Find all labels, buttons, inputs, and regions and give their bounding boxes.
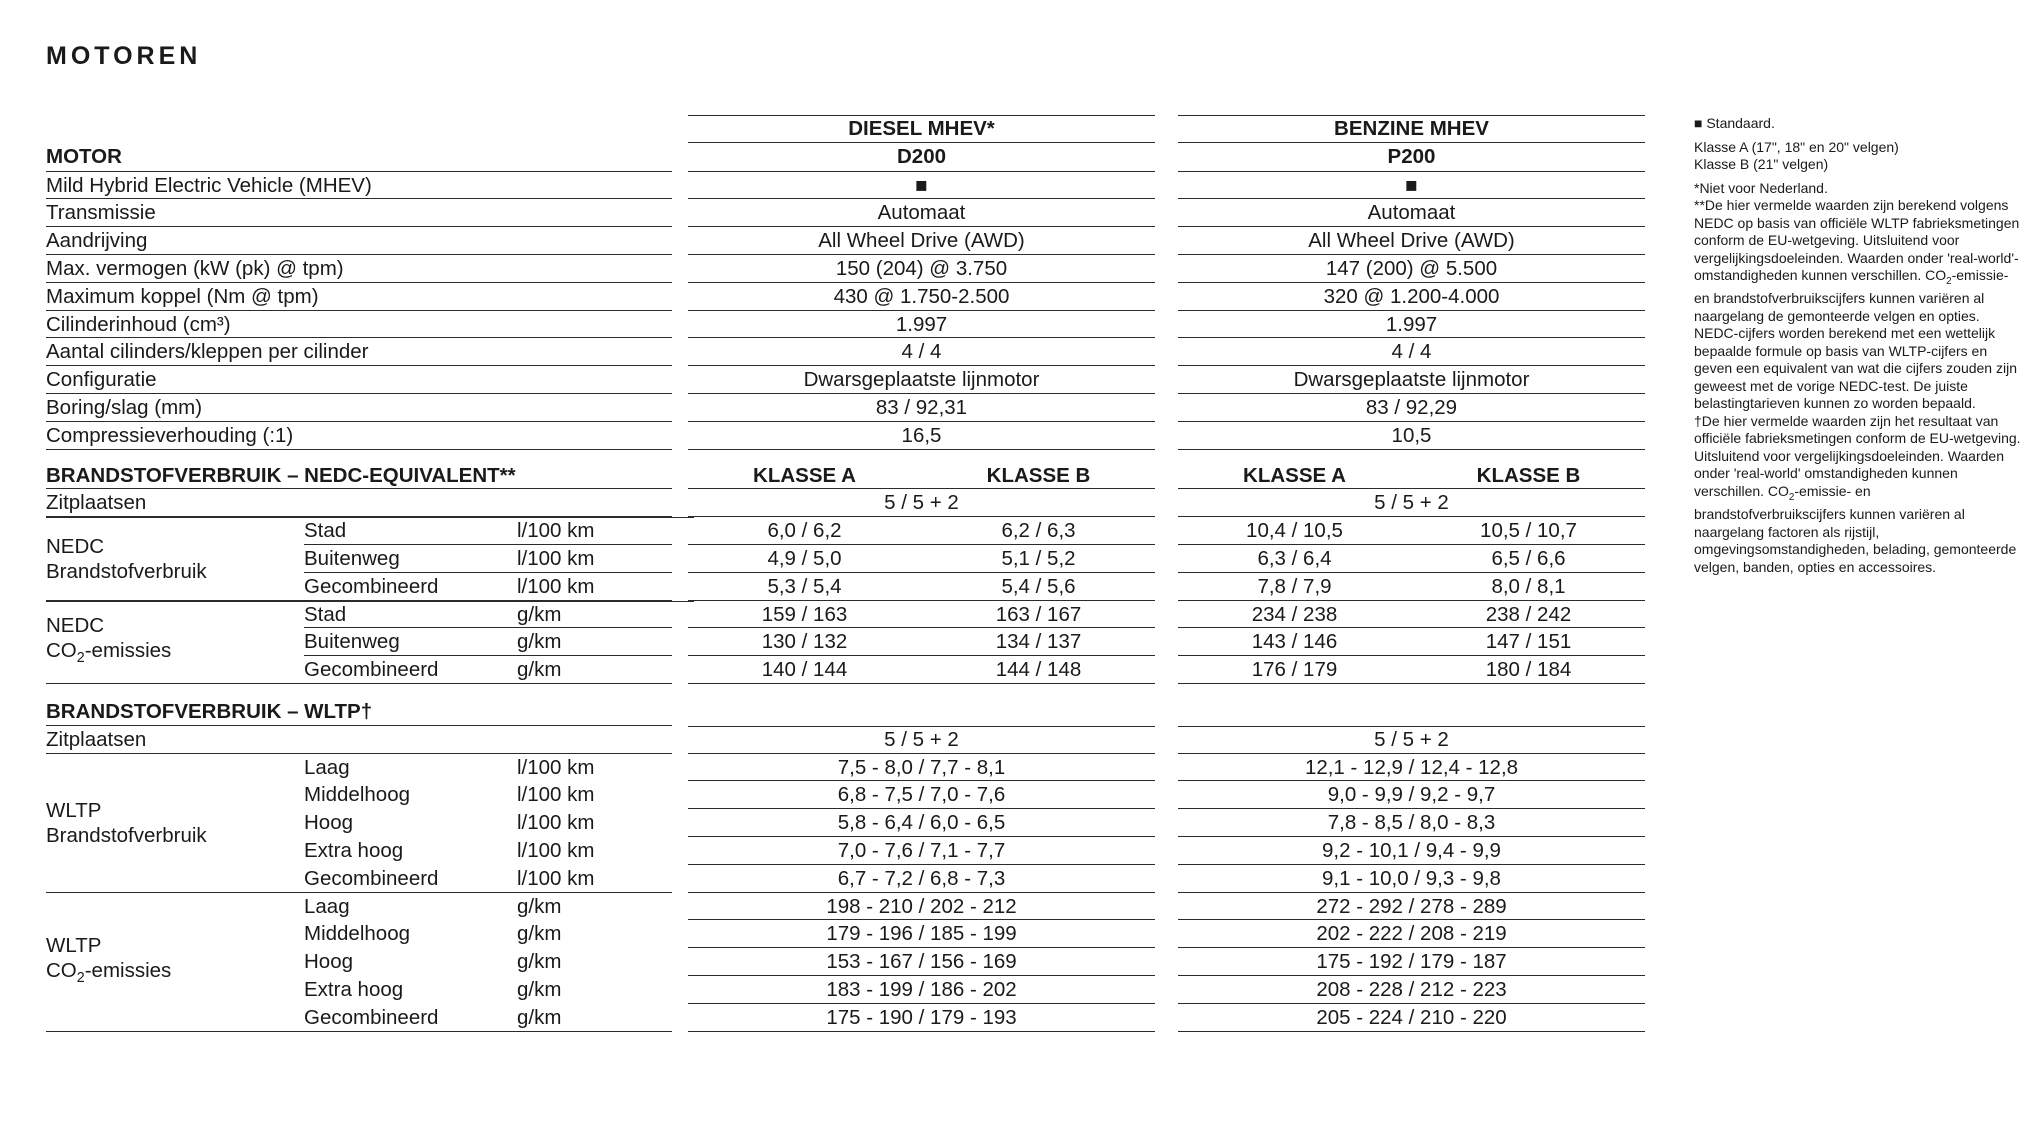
diesel-value: 5,8 - 6,4 / 6,0 - 6,5 — [837, 811, 1006, 835]
nedc-benzine-class-b: KLASSE B — [1476, 463, 1581, 487]
row-unit: l/100 km — [517, 519, 595, 543]
benzine-value: 9,1 - 10,0 / 9,3 - 9,8 — [1322, 866, 1501, 890]
nedc-co2-group — [46, 601, 1646, 684]
row-sub-label: Hoog — [304, 811, 354, 835]
benzine-class-b-value: 6,5 / 6,6 — [1491, 546, 1566, 570]
row-sub-label: Gecombineerd — [304, 866, 439, 890]
nedc-fuel-group — [46, 517, 1646, 600]
wltp-row — [46, 837, 1646, 865]
wltp-co2-group — [46, 893, 1646, 1032]
diesel-value: 7,5 - 8,0 / 7,7 - 8,1 — [837, 755, 1006, 779]
engine-row-benzine: 10,5 — [1391, 423, 1432, 447]
wltp-row — [46, 865, 1646, 893]
row-unit: g/km — [517, 1005, 562, 1029]
wltp-fuel-group — [46, 754, 1646, 893]
engine-row — [46, 227, 1646, 255]
row-unit: g/km — [517, 658, 562, 682]
header-fuel-row — [46, 115, 1646, 143]
engine-row — [46, 172, 1646, 200]
row-unit: l/100 km — [517, 838, 595, 862]
diesel-class-b-value: 163 / 167 — [995, 602, 1082, 626]
row-unit: g/km — [517, 602, 562, 626]
engine-row-diesel: Dwarsgeplaatste lijnmotor — [803, 368, 1040, 392]
row-unit: l/100 km — [517, 755, 595, 779]
benzine-value: 9,0 - 9,9 / 9,2 - 9,7 — [1327, 783, 1496, 807]
row-sub-label: Gecombineerd — [304, 658, 439, 682]
row-sub-label: Gecombineerd — [304, 574, 439, 598]
engine-row-diesel: All Wheel Drive (AWD) — [818, 229, 1025, 253]
footnotes — [1694, 115, 2024, 582]
spacer — [46, 450, 1646, 462]
nedc-diesel-class-a: KLASSE A — [753, 463, 856, 487]
engine-row-diesel: 4 / 4 — [901, 340, 942, 364]
model-d200: D200 — [896, 145, 946, 169]
engine-row — [46, 338, 1646, 366]
diesel-class-b-value: 134 / 137 — [995, 630, 1082, 654]
wltp-row — [46, 1004, 1646, 1032]
wltp-seats-label: Zitplaatsen — [46, 727, 147, 751]
benzine-value: 202 - 222 / 208 - 219 — [1316, 922, 1507, 946]
row-unit: l/100 km — [517, 546, 595, 570]
engine-row-label: Max. vermogen (kW (pk) @ tpm) — [46, 256, 344, 280]
benzine-class-a-value: 234 / 238 — [1251, 602, 1338, 626]
nedc-co2-group-line1: NEDC — [46, 614, 105, 638]
engine-row-label: Transmissie — [46, 201, 156, 225]
benzine-class-b-value: 238 / 242 — [1485, 602, 1572, 626]
engine-row-benzine: 147 (200) @ 5.500 — [1325, 256, 1498, 280]
header-benzine: BENZINE MHEV — [1334, 117, 1489, 140]
nedc-row — [46, 601, 1646, 629]
engine-row — [46, 422, 1646, 450]
benzine-value: 12,1 - 12,9 / 12,4 - 12,8 — [1304, 755, 1519, 779]
wltp-row — [46, 754, 1646, 782]
diesel-class-a-value: 6,0 / 6,2 — [767, 519, 842, 543]
nedc-row — [46, 573, 1646, 601]
diesel-value: 7,0 - 7,6 / 7,1 - 7,7 — [837, 838, 1006, 862]
diesel-class-b-value: 5,1 / 5,2 — [1001, 546, 1076, 570]
benzine-class-a-value: 7,8 / 7,9 — [1257, 574, 1332, 598]
engine-row-diesel: ■ — [915, 173, 928, 197]
nedc-seats-row — [46, 489, 1646, 517]
nedc-fuel-group-line2: Brandstofverbruik — [46, 559, 207, 583]
row-unit: g/km — [517, 950, 562, 974]
diesel-value: 179 - 196 / 185 - 199 — [826, 922, 1017, 946]
header-diesel: DIESEL MHEV* — [848, 117, 995, 140]
nedc-diesel-class-b: KLASSE B — [986, 463, 1091, 487]
diesel-value: 6,8 - 7,5 / 7,0 - 7,6 — [837, 783, 1006, 807]
row-sub-label: Extra hoog — [304, 838, 404, 862]
engine-row-diesel: 150 (204) @ 3.750 — [835, 256, 1008, 280]
wltp-co2-group-line1: WLTP — [46, 933, 102, 957]
benzine-class-b-value: 10,5 / 10,7 — [1480, 519, 1577, 543]
engine-row — [46, 283, 1646, 311]
benzine-value: 9,2 - 10,1 / 9,4 - 9,9 — [1322, 838, 1501, 862]
row-sub-label: Buitenweg — [304, 630, 400, 654]
wltp-row — [46, 976, 1646, 1004]
page-title: MOTOREN — [46, 42, 202, 70]
engine-row-label: Mild Hybrid Electric Vehicle (MHEV) — [46, 173, 372, 197]
row-sub-label: Gecombineerd — [304, 1005, 439, 1029]
wltp-seats-benzine: 5 / 5 + 2 — [1374, 727, 1449, 751]
wltp-fuel-group-line1: WLTP — [46, 799, 102, 823]
row-unit: g/km — [517, 977, 562, 1001]
note-nedc: **De hier vermelde waarden zijn berekend volgens NEDC op basis van officiële WLTP fabrieksmetingen conform de EU-wetgeving. Uitsluitend voor vergelijkingsdoeleinden. Waarden onder 'real-world'-omstandigheden kunnen verschillen. $CO_2-emissie-$ en brandstofverbruikscijfers kunnen variëren al naargelang de gemonteerde velgen en opties. NEDC-cijfers worden berekend met een wettelijk bepaalde formule op basis van WLTP-cijfers en geven een equivalent van wat die cijfers zouden zijn geweest met de vorige NEDC-test. De juiste belastingtarieven kunnen zo worden bepaald. — [1694, 197, 2020, 412]
benzine-value: 208 - 228 / 212 - 223 — [1316, 977, 1507, 1001]
diesel-class-a-value: 130 / 132 — [761, 630, 848, 654]
wltp-row — [46, 781, 1646, 809]
row-sub-label: Laag — [304, 894, 350, 918]
row-sub-label: Middelhoog — [304, 783, 410, 807]
wltp-seats-diesel: 5 / 5 + 2 — [884, 727, 959, 751]
nedc-title-row — [46, 462, 1646, 490]
diesel-class-b-value: 5,4 / 5,6 — [1001, 574, 1076, 598]
row-sub-label: Stad — [304, 519, 347, 543]
note-not-nl: *Niet voor Nederland. — [1694, 179, 1828, 196]
diesel-value: 198 - 210 / 202 - 212 — [826, 894, 1017, 918]
engine-row — [46, 255, 1646, 283]
row-unit: l/100 km — [517, 783, 595, 807]
engine-row-label: Configuratie — [46, 368, 157, 392]
benzine-value: 7,8 - 8,5 / 8,0 - 8,3 — [1327, 811, 1496, 835]
engine-row — [46, 311, 1646, 339]
nedc-row — [46, 545, 1646, 573]
note-classes: Klasse A (17", 18" en 20" velgen) Klasse B (21" velgen) — [1694, 138, 1899, 172]
engine-row-label: Aantal cilinders/kleppen per cilinder — [46, 340, 369, 364]
row-sub-label: Extra hoog — [304, 977, 404, 1001]
diesel-class-b-value: 144 / 148 — [995, 658, 1082, 682]
benzine-value: 272 - 292 / 278 - 289 — [1316, 894, 1507, 918]
engine-row-benzine: ■ — [1405, 173, 1418, 197]
row-unit: g/km — [517, 630, 562, 654]
engine-row-benzine: Automaat — [1367, 201, 1456, 225]
row-sub-label: Buitenweg — [304, 546, 400, 570]
diesel-class-b-value: 6,2 / 6,3 — [1001, 519, 1076, 543]
engine-row-diesel: 430 @ 1.750-2.500 — [833, 284, 1010, 308]
diesel-class-a-value: 159 / 163 — [761, 602, 848, 626]
nedc-title: BRANDSTOFVERBRUIK – NEDC-EQUIVALENT** — [46, 463, 516, 487]
diesel-value: 6,7 - 7,2 / 6,8 - 7,3 — [837, 866, 1006, 890]
engine-row-diesel: Automaat — [877, 201, 966, 225]
benzine-class-a-value: 10,4 / 10,5 — [1246, 519, 1343, 543]
engine-row-diesel: 83 / 92,31 — [875, 395, 968, 419]
wltp-row — [46, 948, 1646, 976]
wltp-row — [46, 809, 1646, 837]
nedc-co2-group-line2: $CO_2$-emissies — [46, 639, 172, 667]
engine-row — [46, 394, 1646, 422]
benzine-class-a-value: 143 / 146 — [1251, 630, 1338, 654]
engine-row-benzine: 320 @ 1.200-4.000 — [1323, 284, 1500, 308]
diesel-value: 153 - 167 / 156 - 169 — [826, 950, 1017, 974]
diesel-class-a-value: 4,9 / 5,0 — [767, 546, 842, 570]
nedc-seats-label: Zitplaatsen — [46, 491, 147, 515]
note-wltp: †De hier vermelde waarden zijn het resultaat van officiële fabrieksmetingen conform de EU-wetgeving. Uitsluitend voor vergelijkingsdoeleinden. Waarden onder 'real-world' omstandigheden kunnen verschillen. $CO_2-emissie-$ en brandstofverbruikscijfers kunnen variëren al naargelang factoren als rijstijl, omgevingsomstandigheden, belading, gemonteerde velgen, banden, opties en accessoires. — [1694, 412, 2021, 575]
row-sub-label: Stad — [304, 602, 347, 626]
diesel-class-a-value: 5,3 / 5,4 — [767, 574, 842, 598]
row-sub-label: Hoog — [304, 950, 354, 974]
engine-rows — [46, 172, 1646, 450]
wltp-title: BRANDSTOFVERBRUIK – WLTP† — [46, 699, 373, 723]
model-p200: P200 — [1387, 145, 1436, 169]
row-unit: g/km — [517, 894, 562, 918]
spacer — [46, 684, 1646, 698]
wltp-row — [46, 920, 1646, 948]
row-unit: l/100 km — [517, 811, 595, 835]
row-sub-label: Laag — [304, 755, 350, 779]
row-unit: l/100 km — [517, 574, 595, 598]
wltp-row — [46, 893, 1646, 921]
benzine-class-a-value: 176 / 179 — [1251, 658, 1338, 682]
nedc-benzine-class-a: KLASSE A — [1243, 463, 1346, 487]
benzine-value: 175 - 192 / 179 - 187 — [1316, 950, 1507, 974]
row-sub-label: Middelhoog — [304, 922, 410, 946]
wltp-co2-group-line2: $CO_2$-emissies — [46, 958, 172, 987]
nedc-row — [46, 656, 1646, 684]
engine-row-benzine: 1.997 — [1385, 312, 1438, 336]
diesel-class-a-value: 140 / 144 — [761, 658, 848, 682]
benzine-class-a-value: 6,3 / 6,4 — [1257, 546, 1332, 570]
motor-label: MOTOR — [46, 145, 122, 169]
benzine-class-b-value: 8,0 / 8,1 — [1491, 574, 1566, 598]
engine-row — [46, 366, 1646, 394]
engine-row-label: Maximum koppel (Nm @ tpm) — [46, 284, 319, 308]
benzine-class-b-value: 147 / 151 — [1485, 630, 1572, 654]
engine-row-benzine: 83 / 92,29 — [1365, 395, 1458, 419]
nedc-row — [46, 517, 1646, 545]
engine-row-diesel: 1.997 — [895, 312, 948, 336]
row-unit: g/km — [517, 922, 562, 946]
engine-row — [46, 199, 1646, 227]
wltp-title-row — [46, 698, 1646, 726]
note-standard: ■ Standaard. — [1694, 115, 1775, 131]
benzine-class-b-value: 180 / 184 — [1485, 658, 1572, 682]
wltp-fuel-group-line2: Brandstofverbruik — [46, 824, 207, 848]
wltp-seats-row — [46, 726, 1646, 754]
engine-row-benzine: 4 / 4 — [1391, 340, 1432, 364]
engine-row-benzine: Dwarsgeplaatste lijnmotor — [1293, 368, 1530, 392]
nedc-fuel-group-line1: NEDC — [46, 534, 105, 558]
header-model-row — [46, 143, 1646, 171]
engine-row-benzine: All Wheel Drive (AWD) — [1308, 229, 1515, 253]
engine-row-label: Boring/slag (mm) — [46, 395, 203, 419]
engine-row-label: Compressieverhouding (:1) — [46, 423, 294, 447]
engine-row-label: Aandrijving — [46, 229, 148, 253]
nedc-seats-diesel: 5 / 5 + 2 — [884, 491, 959, 515]
engine-row-diesel: 16,5 — [901, 423, 942, 447]
row-unit: l/100 km — [517, 866, 595, 890]
benzine-value: 205 - 224 / 210 - 220 — [1316, 1005, 1507, 1029]
specs-table — [46, 115, 1646, 1032]
engine-row-label: Cilinderinhoud (cm³) — [46, 312, 231, 336]
nedc-row — [46, 628, 1646, 656]
diesel-value: 183 - 199 / 186 - 202 — [826, 977, 1017, 1001]
nedc-seats-benzine: 5 / 5 + 2 — [1374, 491, 1449, 515]
diesel-value: 175 - 190 / 179 - 193 — [826, 1005, 1017, 1029]
